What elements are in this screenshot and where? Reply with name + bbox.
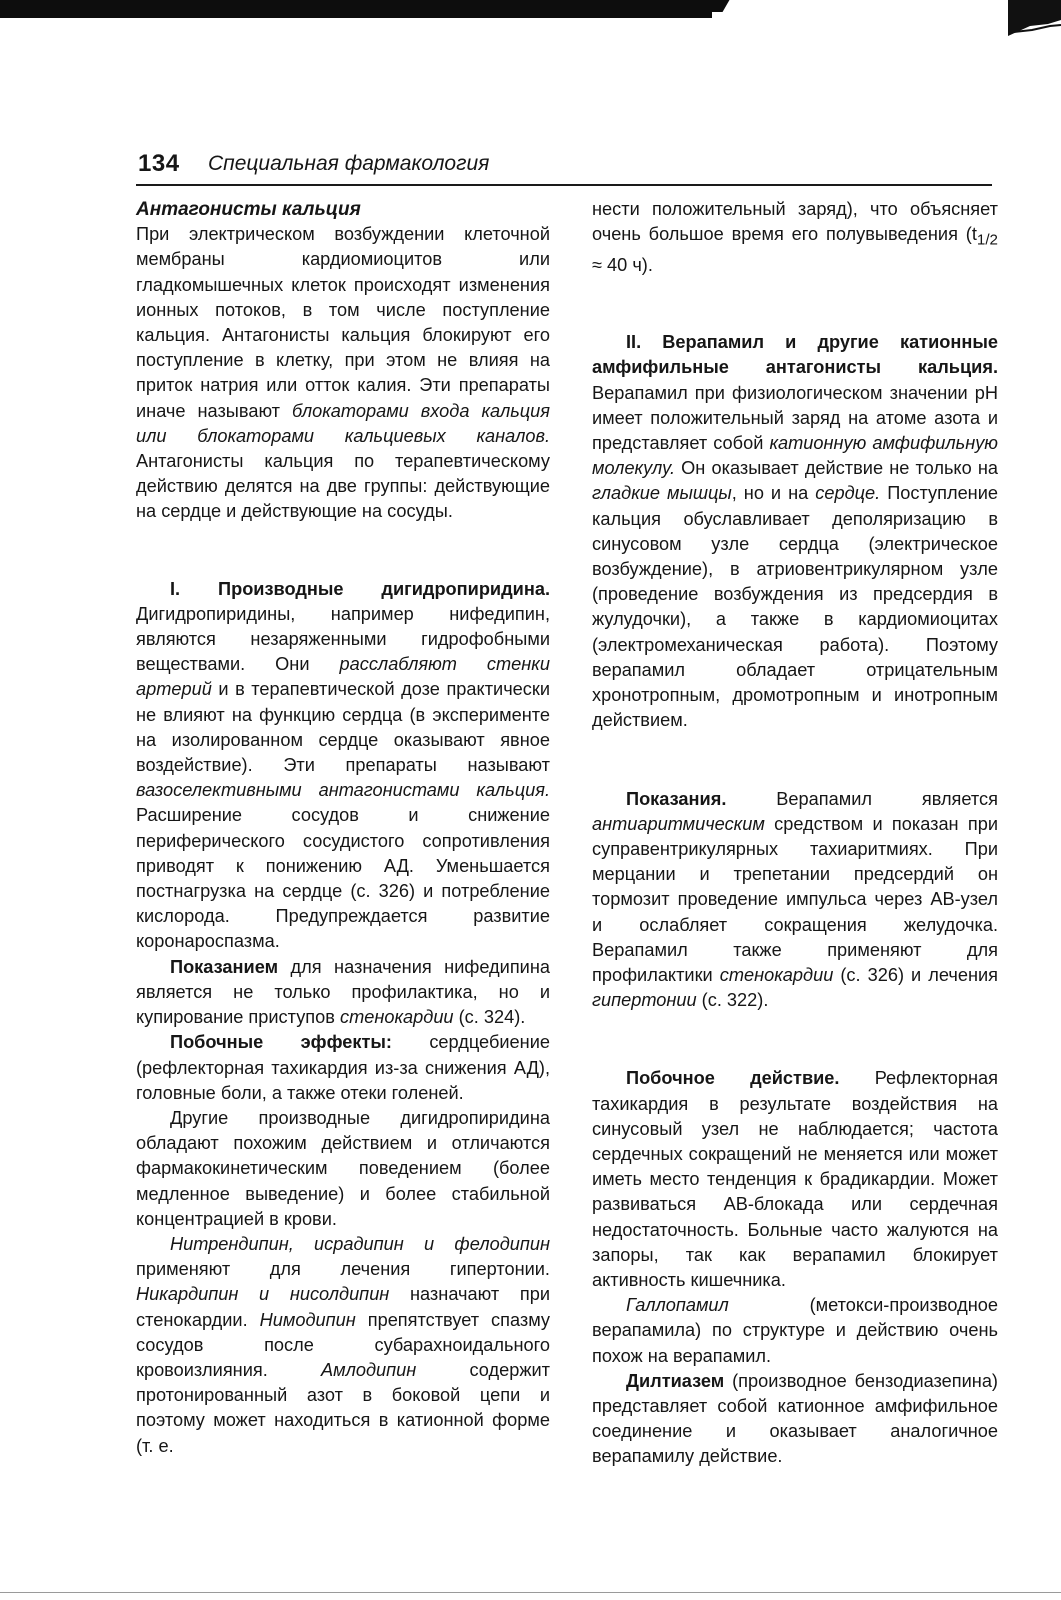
running-title: Специальная фармакология — [208, 152, 490, 175]
diltiazem-paragraph: Дилтиазем (производное бензодиазепина) представляет собой катионное амфифильное соединение и оказывает аналогичное верапамилу действие. — [592, 1370, 998, 1467]
verapamil-paragraph: II. Верапамил и другие катионные амфифильные антагонисты кальция. Верапамил при физиологическом значении pH имеет положительный заряд на атоме азота и представляет собой катионную амфифильную молекулу. Он оказывает действие не только на гладкие мышцы, но и на сердце. Поступление кальция обуславливает деполяризацию в синусовом узле сердца (электрическое возбуждение), в атриовентрикулярном узле (проведение возбуждения из предсердия в жулудочки), а также в кардиомиоцитах (электромеханическая работа). Поэтому верапамил обладает отрицательным хронотропным, дромотропным и инотропным действием. — [592, 332, 998, 731]
subsection-heading-1: I. Производные дигидропиридина. — [170, 578, 550, 599]
page-header — [136, 150, 992, 186]
nifedipine-side-effects-paragraph: Побочные эффекты: сердцебиение (рефлекторная тахикардия из-за снижения АД), головные боли, а также отеки голеней. — [136, 1032, 550, 1103]
verapamil-side-effects-paragraph: Побочное действие. Рефлекторная тахикардия в результате воздействия на синусовый узел не наблюдается; частота сердечных сокращений не меняется или может иметь место тенденция к брадикардии. Может развиваться АВ-блокада или сердечная недостаточность. Больные часто жалуются на запоры, так как верапамил блокирует активность кишечника. — [592, 1068, 998, 1290]
term-blockers: блокаторами входа кальция или блокаторами кальциевых каналов. — [136, 400, 550, 446]
right-column — [592, 197, 998, 1470]
verapamil-indications-paragraph: Показания. Верапамил является антиаритмическим средством и показан при суправентрикулярных тахиаритмиях. При мерцании и трепетании предсердий он тормозит проведение импульса через АВ-узел и ослабляет сокращения желудочка. Верапамил также применяют для профилактики стенокардии (с. 326) и лечения гипертонии (с. 322). — [592, 788, 998, 1011]
other-dihydropyridines-paragraph: Другие производные дигидропиридина обладают похожим действием и отличаются фармакокинетическим поведением (более медленное выведение) и более стабильной концентрацией в крови. — [136, 1107, 550, 1229]
section-title: Антагонисты кальция — [136, 199, 361, 220]
dihydropyridine-paragraph: I. Производные дигидропиридина. Дигидропиридины, например нифедипин, являются незаряженными гидрофобными веществами. Они расслабляют стенки артерий и в терапевтической дозе практически не влияют на функцию сердца (в эксперименте на изолированном сердце оказывают явное воздействие). Эти препараты называют вазоселективными антагонистами кальция. Расширение сосудов и снижение периферического сосудистого сопротивления приводят к понижению АД. Уменьшается постнагрузка на сердце (с. 326) и потребление кислорода. Предупреждается развитие коронароспазма. — [136, 578, 551, 952]
intro-paragraph: При электрическом возбуждении клеточной мембраны кардиомиоцитов или гладкомышечных клеток происходят изменения ионных потоков, в том числе поступление кальция. Антагонисты кальция блокируют его поступление в клетку, при этом не влияя на приток натрия или отток калия. Эти препараты иначе называют блокаторами входа кальция или блокаторами кальциевых каналов. Антагонисты кальция по терапевтическому действию делятся на две группы: действующие на сердце и действующие на сосуды. — [136, 224, 550, 522]
scan-corner-mark — [1008, 0, 1061, 40]
left-column — [136, 197, 550, 1459]
continuation-paragraph: нести положительный заряд), что объясняет очень большое время его полувыведения ($t_{1/2} \approx 40$ ч). — [592, 199, 998, 276]
scan-edge-bottom — [0, 1592, 1061, 1593]
scan-edge-top — [0, 0, 712, 18]
page-number: 134 — [138, 150, 180, 177]
nifedipine-indications-paragraph: Показанием для назначения нифедипина является не только профилактика, но и купирование приступов стенокардии (с. 324). — [136, 956, 550, 1028]
gallopamil-paragraph: Галлопамил (метокси-производное верапамила) по структуре и действию очень похож на верапамил. — [592, 1295, 998, 1366]
dihydropyridine-drugs-paragraph: Нитрендипин, исрадипин и фелодипин применяют для лечения гипертонии. Никардипин и нисолдипин назначают при стенокардии. Нимодипин препятствует спазму сосудов после субарахноидального кровоизлияния. Амлодипин содержит протонированный азот в боковой цепи и поэтому может находиться в катионной форме (т. е. — [136, 1233, 551, 1456]
subsection-heading-2: II. Верапамил и другие катионные амфифильные антагонисты кальция. — [592, 332, 998, 378]
